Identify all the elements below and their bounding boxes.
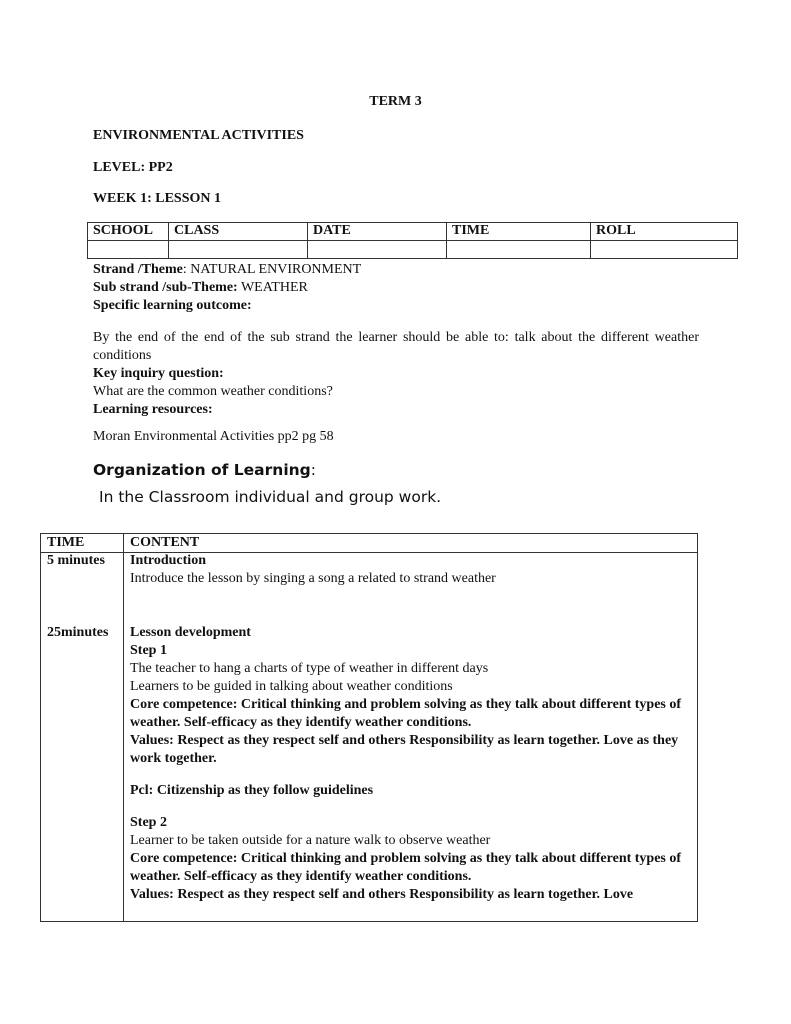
substrand-value: WEATHER <box>240 280 308 295</box>
date-cell <box>308 241 447 259</box>
row2-title: Lesson development <box>130 625 251 640</box>
subject-heading: ENVIRONMENTAL ACTIVITIES <box>93 128 304 143</box>
step2-line1: Learner to be taken outside for a nature walk to observe weather <box>130 833 491 848</box>
step1-line1: The teacher to hang a charts of type of weather in different days <box>130 661 489 676</box>
row1-title: Introduction <box>130 553 206 568</box>
column-divider <box>123 534 124 921</box>
week-lesson-heading: WEEK 1: LESSON 1 <box>93 191 221 206</box>
step1-title: Step 1 <box>130 643 167 658</box>
school-cell <box>88 241 169 259</box>
time-header: TIME <box>447 223 591 241</box>
step2-values: Values: Respect as they respect self and others Responsibility as learn together. Love <box>130 887 634 902</box>
strand-value: : NATURAL ENVIRONMENT <box>182 262 362 277</box>
substrand-label: Sub strand /sub-Theme: <box>93 280 238 295</box>
organization-text: In the Classroom individual and group work. <box>99 488 442 506</box>
resources-text: Moran Environmental Activities pp2 pg 58 <box>93 429 334 444</box>
pci-line: Pcl: Citizenship as they follow guidelines <box>130 783 374 798</box>
roll-cell <box>591 241 738 259</box>
slo-text: By the end of the end of the sub strand the learner should be able to: talk about the different weather conditions <box>93 330 699 363</box>
level-heading: LEVEL: PP2 <box>93 160 173 175</box>
roll-header: ROLL <box>591 223 738 241</box>
step2-core-competence: Core competence: Critical thinking and problem solving as they talk about different types of weather. Self-efficacy as they identify weather conditions. <box>130 851 682 884</box>
date-header: DATE <box>308 223 447 241</box>
school-info-table <box>87 222 738 259</box>
strand-line <box>93 261 361 279</box>
step1-line2: Learners to be guided in talking about weather conditions <box>130 679 453 694</box>
school-header: SCHOOL <box>88 223 169 241</box>
row2-time: 25minutes <box>47 625 109 640</box>
org-colon: : <box>310 461 316 479</box>
class-cell <box>169 241 308 259</box>
term-heading: TERM 3 <box>369 94 422 109</box>
kiq-text: What are the common weather conditions? <box>93 384 333 399</box>
organization-heading <box>93 461 316 479</box>
class-header: CLASS <box>169 223 308 241</box>
resources-label: Learning resources: <box>93 402 213 417</box>
time-column-header: TIME <box>47 535 85 550</box>
row1-time: 5 minutes <box>47 553 105 568</box>
content-column-header: CONTENT <box>130 535 200 550</box>
step1-core-competence: Core competence: Critical thinking and problem solving as they talk about different types of weather. Self-efficacy as they identify weather conditions. <box>130 697 682 730</box>
strand-label: Strand /Theme <box>93 262 183 277</box>
substrand-line <box>93 279 308 297</box>
org-label: Organization of Learning <box>93 461 311 479</box>
lesson-plan-table <box>40 533 698 922</box>
kiq-label: Key inquiry question: <box>93 366 224 381</box>
time-cell <box>447 241 591 259</box>
row1-text: Introduce the lesson by singing a song a related to strand weather <box>130 571 496 586</box>
step2-title: Step 2 <box>130 815 167 830</box>
slo-label: Specific learning outcome: <box>93 298 252 313</box>
step1-values: Values: Respect as they respect self and others Responsibility as learn together. Love as they work together. <box>130 733 679 766</box>
